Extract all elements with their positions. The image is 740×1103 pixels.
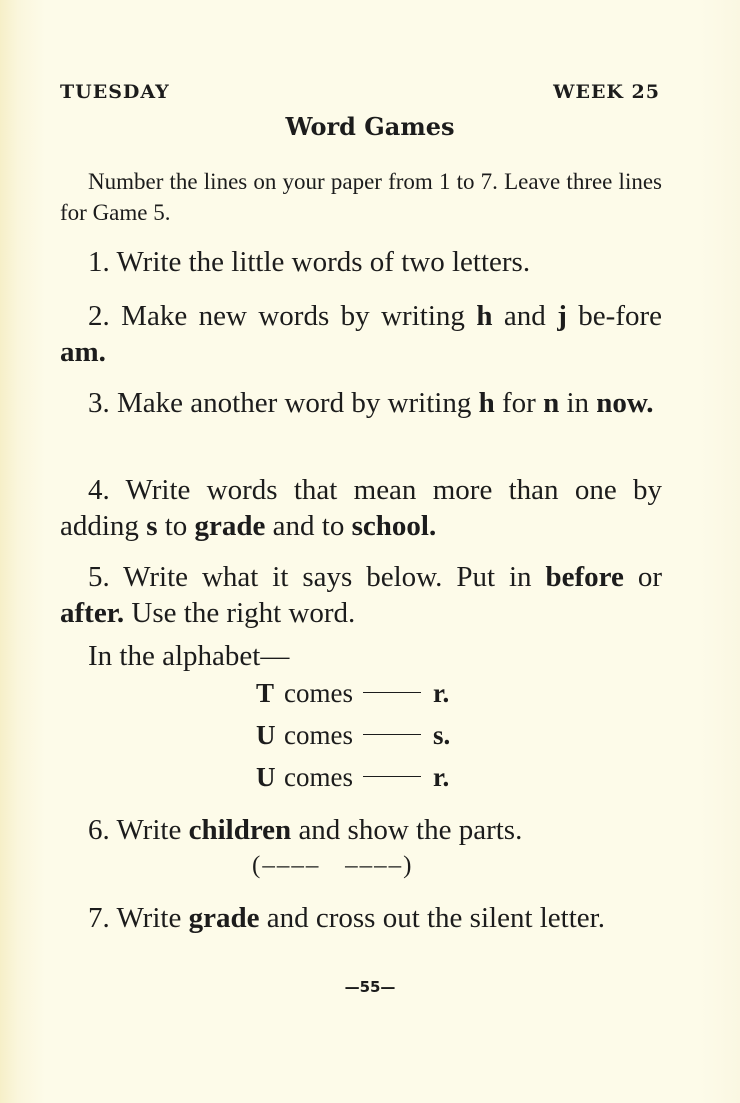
exercise-1: 1. Write the little words of two letters. (88, 246, 531, 278)
week-label: WEEK 25 (553, 81, 660, 103)
exercise-3: 3. Make another word by writing h for n in now. (88, 387, 654, 419)
exercise-6: 6. Write children and show the parts. (88, 814, 523, 846)
exercise-7: 7. Write grade and cross out the silent letter. (88, 902, 605, 934)
alphabet-line: U comes r. (256, 762, 450, 792)
exercise-4: 4. Write words that mean more than one by adding s to grade and to school. (60, 474, 662, 542)
exercise-5: 5. Write what it says below. Put in before or after. Use the right word. (60, 561, 662, 629)
word-parts-pattern: (–––– ––––) (252, 852, 414, 879)
alphabet-line: U comes s. (256, 720, 451, 750)
page-number: —55— (344, 978, 396, 996)
answer-blank (363, 692, 421, 693)
instructions: Number the lines on your paper from 1 to 7. Leave three lines for Game 5. (60, 169, 662, 225)
exercise-2: 2. Make new words by writing h and j be-fore am. (60, 300, 662, 368)
alphabet-line: T comes r. (256, 678, 450, 708)
answer-blank (363, 734, 421, 735)
day-label: TUESDAY (60, 81, 170, 103)
page-title: Word Games (285, 112, 455, 141)
answer-blank (363, 776, 421, 777)
alphabet-intro: In the alphabet— (88, 640, 290, 672)
